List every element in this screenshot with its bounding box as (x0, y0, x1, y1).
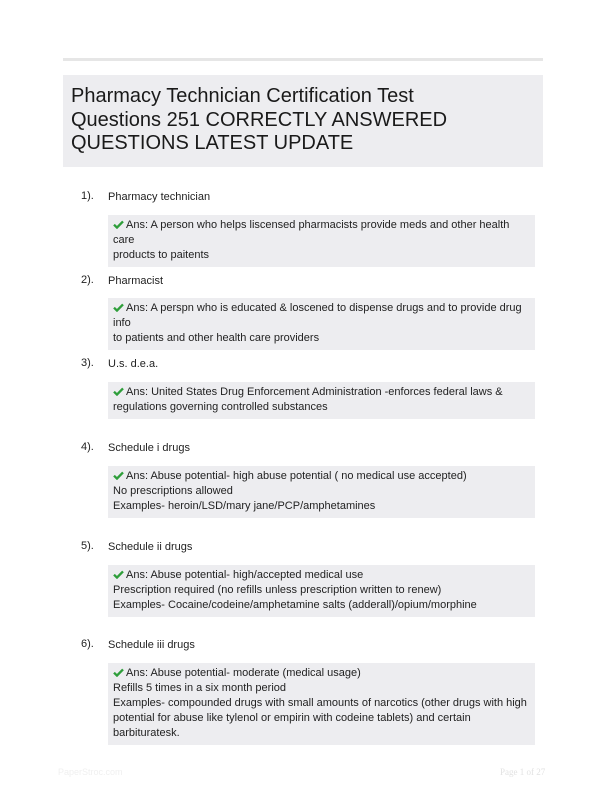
answer-line: potential for abuse like tylenol or empirin with codeine tablets) and certain barbituratesk. (113, 712, 471, 739)
question-text: Schedule i drugs (108, 442, 190, 454)
answer-text: Ans: Abuse potential- moderate (medical usage) (126, 667, 361, 679)
answer-line: products to paitents (113, 249, 210, 261)
check-icon (113, 387, 124, 396)
answer-line: Examples- compounded drugs with small amounts of narcotics (other drugs with high (113, 697, 527, 709)
answer-box (108, 466, 535, 518)
answer-text: Ans: Abuse potential- high abuse potential ( no medical use accepted) (126, 470, 467, 482)
footer-site-watermark: PaperStroc.com (58, 767, 123, 777)
question-text: Pharmacy technician (108, 191, 211, 203)
answer-text: Ans: A perspn who is educated & loscened to dispense drugs and to provide drug info (113, 302, 522, 329)
answer-box (108, 382, 535, 419)
footer-page-number: Page 1 of 27 (500, 767, 546, 777)
title-box (63, 75, 543, 167)
answer-line: Examples- heroin/LSD/mary jane/PCP/amphetamines (113, 500, 376, 512)
answer-text: Ans: A person who helps liscensed pharmacists provide meds and other health care (113, 219, 510, 246)
check-icon (113, 570, 124, 579)
page-title (71, 85, 535, 156)
answer-line (113, 666, 530, 681)
question-number: 5). (81, 540, 94, 552)
check-icon (113, 668, 124, 677)
question-text: Schedule iii drugs (108, 639, 195, 651)
answer-line: Refills 5 times in a six month period (113, 682, 287, 694)
check-icon (113, 303, 124, 312)
answer-text: Ans: Abuse potential- high/accepted medical use (126, 569, 364, 581)
question-text: Pharmacist (108, 275, 164, 287)
answer-box (108, 565, 535, 617)
answer-line: No prescriptions allowed (113, 485, 233, 497)
question-text: Schedule ii drugs (108, 541, 193, 553)
answer-line (113, 385, 530, 400)
answer-line (113, 469, 530, 484)
title-line: QUESTIONS LATEST UPDATE (71, 132, 354, 154)
answer-box (108, 215, 535, 267)
question-number: 2). (81, 274, 94, 286)
question-text: U.s. d.e.a. (108, 358, 159, 370)
question-number: 3). (81, 357, 94, 369)
question-number: 4). (81, 441, 94, 453)
title-line: Pharmacy Technician Certification Test (71, 85, 414, 107)
answer-line (113, 568, 530, 583)
check-icon (113, 220, 124, 229)
answer-box (108, 298, 535, 350)
answer-box (108, 663, 535, 745)
question-number: 6). (81, 638, 94, 650)
answer-line (113, 218, 530, 248)
answer-line: to patients and other health care providers (113, 332, 320, 344)
answer-text: Ans: United States Drug Enforcement Administration -enforces federal laws & (126, 386, 503, 398)
top-rule (63, 58, 543, 61)
answer-line: regulations governing controlled substances (113, 401, 328, 413)
question-number: 1). (81, 190, 94, 202)
title-line: Questions 251 CORRECTLY ANSWERED (71, 108, 448, 131)
answer-line: Prescription required (no refills unless prescription written to renew) (113, 584, 442, 596)
answer-line (113, 301, 530, 331)
answer-line: Examples- Cocaine/codeine/amphetamine salts (adderall)/opium/morphine (113, 599, 477, 611)
check-icon (113, 471, 124, 480)
